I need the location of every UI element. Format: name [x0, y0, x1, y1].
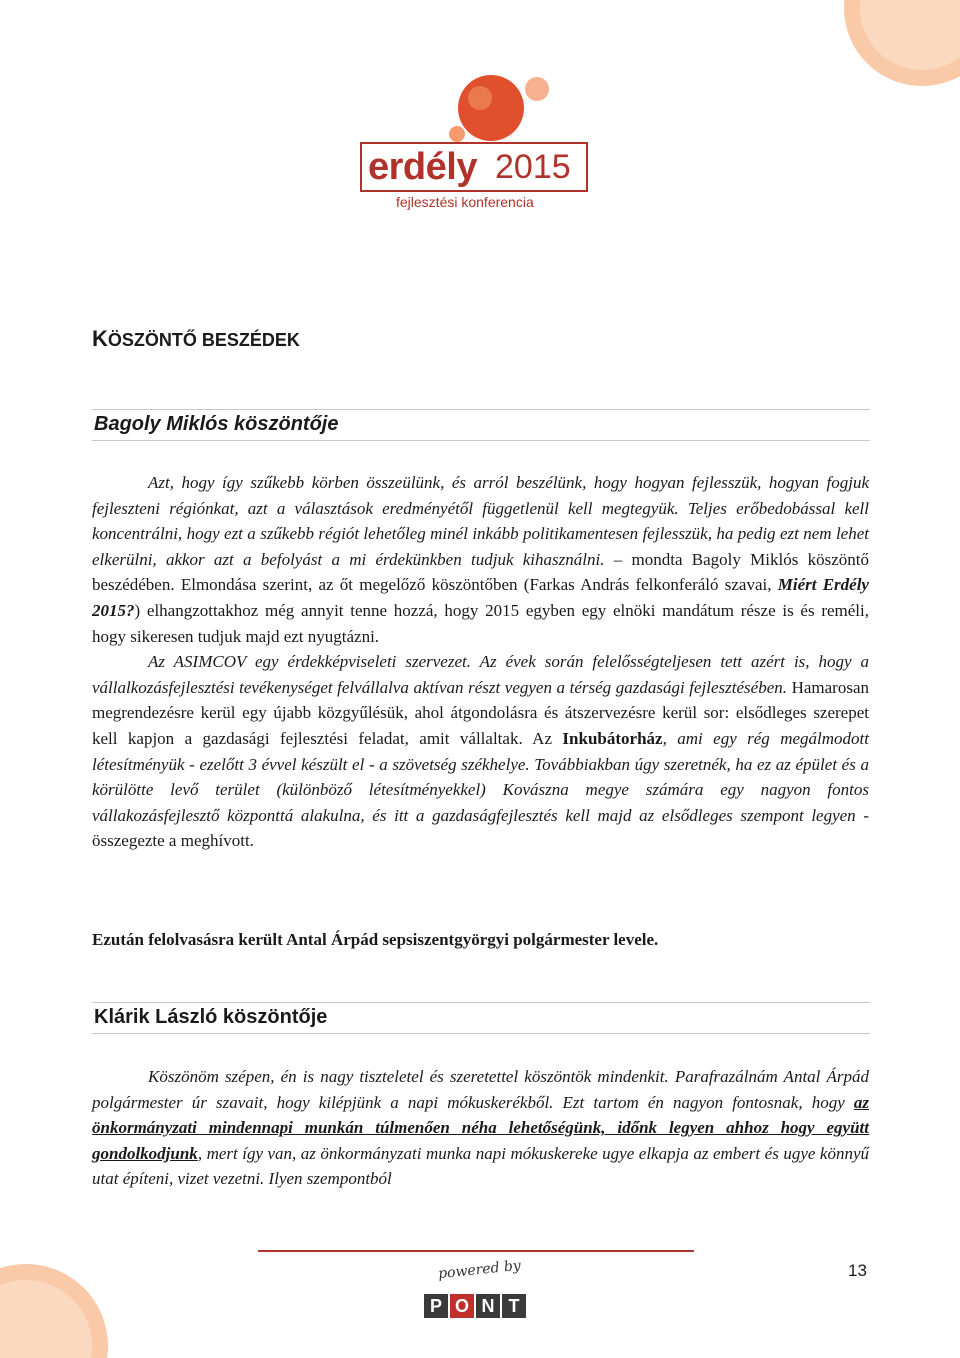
section-title-initial: K — [92, 326, 108, 351]
heading-rule-top-2 — [92, 1002, 870, 1003]
quote-text: Azt, hogy így szűkebb körben összeülünk, és arról beszélünk, hogy hogyan fejlesszük, hogyan fogjuk fejleszteni régiónkat, azt a választások eredményétől függetlenül kell megtegyük. Teljes erőbedobással kell koncentrálni, hogy ezt a szűkebb régiót lehetőleg minél inkább politikamentesen fejlesszük, ha pedig ezt nem lehet elkerülni, akkor azt a befolyást a mi érdekünkben tudjuk kihasználni. — [92, 473, 869, 569]
logo-subtitle: fejlesztési konferencia — [396, 194, 534, 210]
quote-text-5: Továbbiakban úgy szeretnék, ha ez az épület és a körülötte levő terület (különböző létesítményekkel) Kovászna megye számára egy nagyon fontos vállakozásfejlesztő központtá alakulna, és itt a gazdaságfejlesztés kell majd az elsődleges szempont legyen — [92, 754, 869, 825]
conference-logo — [358, 74, 594, 216]
pont-letter-t: T — [502, 1294, 526, 1318]
quote-text-7: , mert így van, az önkormányzati munka napi mókuskereke ugye elkapja az embert és ugye könnyű utat építeni, vizet vezetni. Ilyen szempontból — [92, 1143, 869, 1189]
speech2-body — [92, 1064, 869, 1192]
section-title-rest: ÖSZÖNTŐ BESZÉDEK — [107, 330, 300, 350]
logo-year: 2015 — [495, 148, 571, 186]
logo-ball-icon — [358, 74, 594, 144]
emphasized-quote: az önkormányzati mindennapi munkán túlmenően néha lehetőségünk, időnk legyen ahhoz hogy együtt gondolkodjunk — [92, 1092, 869, 1163]
powered-by-text: powered by — [437, 1257, 522, 1283]
heading-rule-top — [92, 409, 870, 410]
logo-word: erdély — [368, 146, 477, 188]
event-title: Miért Erdély 2015? — [92, 575, 869, 620]
quote-text-6: Köszönöm szépen, én is nagy tiszteletel és szeretettel köszöntök mindenkit. Parafrazálnám Antal Árpád polgármester úr szavait, hogy kilépjünk a napi mókuskerékből. Ezt tartom én nagyon fontosnak, hogy — [92, 1067, 869, 1112]
speech1-paragraph-1 — [92, 470, 869, 649]
quote-text-4: , ami egy rég megálmodott létesítményük - ezelőtt 3 évvel készült el - a szövetség székhelye. — [92, 728, 869, 774]
pont-letter-o: O — [450, 1294, 474, 1318]
incubator-name: Inkubátorház — [562, 728, 663, 748]
heading-rule-bottom-2 — [92, 1033, 870, 1034]
speech2-heading: Klárik László köszöntője — [94, 1006, 328, 1028]
heading-rule-bottom — [92, 440, 870, 441]
narration-text-2: ) elhangzottakhoz még annyit tenne hozzá, hogy 2015 egyben egy elnöki mandátum része is és reméli, hogy sikeresen tudjuk majd ezt nyugtázni. — [92, 600, 869, 646]
quote-text-2: Az ASIMCOV egy érdekképviseleti szervezet. — [148, 652, 471, 672]
narration-text-4: - összegezte a meghívott. — [92, 805, 869, 851]
speech1-paragraph-2 — [92, 649, 869, 854]
section-title — [92, 326, 300, 352]
top-right-decor-circle — [830, 0, 960, 100]
narration-text: – mondta Bagoly Miklós köszöntő beszédében. Elmondása szerint, az őt megelőző köszöntőben (Farkas András felkonferáló szavai, — [92, 549, 869, 595]
quote-text-3: Az évek során felelősségteljesen tett azért is, hogy a vállalkozásfejlesztési tevékenységet felvállalva aktívan részt vegyen a térség gazdasági fejlesztésében. — [92, 652, 869, 697]
pont-logo — [424, 1294, 526, 1318]
bottom-left-decor-circle — [0, 1238, 140, 1358]
speech1-heading: Bagoly Miklós köszöntője — [94, 413, 339, 435]
footer-rule — [258, 1250, 694, 1252]
page-number: 13 — [848, 1261, 867, 1280]
announcement: Ezután felolvasásra került Antal Árpád sepsiszentgyörgyi polgármester levele. — [92, 930, 659, 949]
pont-letter-p: P — [424, 1294, 448, 1318]
speech2-paragraph-1 — [92, 1064, 869, 1192]
narration-text-3: Hamarosan megrendezésre kerül egy újabb közgyűlésük, ahol átgondolásra és átszervezésre kerül sor: elsődleges szerepet kell kapjon a gazdasági fejlesztési feladat, amit vállaltak. Az — [92, 677, 869, 748]
speech1-body — [92, 470, 869, 854]
pont-letter-n: N — [476, 1294, 500, 1318]
